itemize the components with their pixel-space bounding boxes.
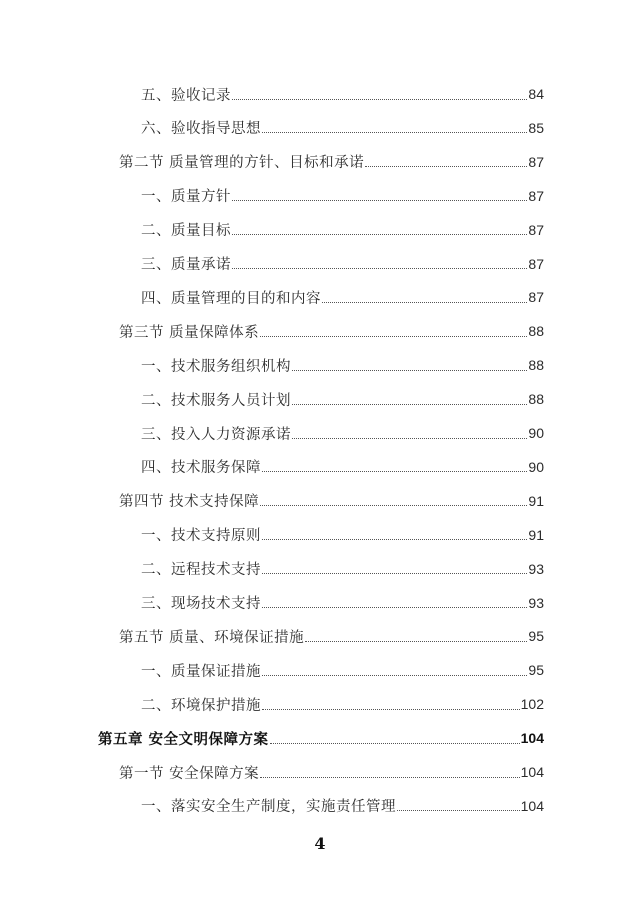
toc-entry-page: 90 bbox=[528, 458, 544, 475]
toc-entry[interactable] bbox=[0, 148, 640, 176]
toc-entry[interactable] bbox=[0, 589, 640, 617]
toc-entry[interactable] bbox=[0, 622, 640, 650]
toc-entry[interactable] bbox=[0, 283, 640, 311]
toc-entry-page: 95 bbox=[528, 628, 544, 645]
toc-entry-page: 88 bbox=[528, 323, 544, 340]
toc-entry-page: 85 bbox=[528, 119, 544, 136]
toc-entry[interactable] bbox=[0, 656, 640, 684]
dot-leader bbox=[322, 302, 527, 303]
toc-entry-page: 102 bbox=[520, 696, 544, 713]
toc-entry[interactable] bbox=[0, 758, 640, 786]
toc-entry-title: 四、技术服务保障 bbox=[141, 460, 261, 477]
toc-entry-title: 一、技术服务组织机构 bbox=[141, 358, 291, 375]
toc-entry-page: 91 bbox=[528, 526, 544, 543]
toc-entry-title: 二、远程技术支持 bbox=[141, 562, 261, 579]
toc-entry[interactable] bbox=[0, 487, 640, 515]
toc-entry-page: 87 bbox=[528, 255, 544, 272]
toc-entry-page: 93 bbox=[528, 560, 544, 577]
toc-entry-title: 第四节 技术支持保障 bbox=[119, 494, 260, 511]
page-number: 4 bbox=[314, 834, 326, 853]
toc-entry[interactable] bbox=[0, 419, 640, 447]
toc-entry-title: 二、技术服务人员计划 bbox=[141, 392, 291, 409]
dot-leader bbox=[232, 234, 527, 235]
toc-entry-page: 88 bbox=[528, 391, 544, 408]
toc-entry[interactable] bbox=[0, 80, 640, 108]
dot-leader bbox=[260, 336, 527, 337]
toc-entry[interactable] bbox=[0, 317, 640, 345]
dot-leader bbox=[292, 438, 527, 439]
toc-entry-page: 104 bbox=[520, 797, 544, 814]
toc-entry-title: 第三节 质量保障体系 bbox=[119, 324, 260, 341]
toc-entry[interactable] bbox=[0, 555, 640, 583]
toc-entry-title: 一、技术支持原则 bbox=[141, 528, 261, 545]
toc-entry[interactable] bbox=[0, 724, 640, 752]
dot-leader bbox=[262, 132, 527, 133]
dot-leader bbox=[262, 539, 527, 540]
dot-leader bbox=[262, 607, 527, 608]
toc-entry-title: 三、现场技术支持 bbox=[141, 596, 261, 612]
toc-entry-title: 三、质量承诺 bbox=[141, 257, 231, 273]
toc-entry-page: 104 bbox=[520, 730, 544, 747]
dot-leader bbox=[292, 370, 527, 371]
toc-entry[interactable] bbox=[0, 453, 640, 481]
toc-entry-title: 四、质量管理的目的和内容 bbox=[141, 290, 321, 307]
toc-entry-page: 87 bbox=[528, 153, 544, 170]
toc-entry-page: 84 bbox=[528, 86, 544, 102]
toc-entry-title: 二、质量目标 bbox=[141, 223, 231, 240]
dot-leader bbox=[262, 675, 527, 676]
toc-entry-page: 88 bbox=[528, 357, 544, 374]
toc-entry-title: 六、验收指导思想 bbox=[141, 121, 261, 138]
toc-entry-title: 一、落实安全生产制度，实施责任管理 bbox=[141, 799, 396, 816]
toc-entry-page: 93 bbox=[528, 594, 544, 611]
toc-entry-page: 87 bbox=[528, 221, 544, 238]
toc-entry-page: 91 bbox=[528, 492, 544, 509]
toc-entry-title: 第二节 质量管理的方针、目标和承诺 bbox=[119, 155, 365, 172]
dot-leader bbox=[292, 404, 527, 405]
toc-entry-page: 87 bbox=[528, 187, 544, 204]
toc-entry[interactable] bbox=[0, 385, 640, 413]
dot-leader bbox=[232, 200, 527, 201]
dot-leader bbox=[260, 505, 527, 506]
dot-leader bbox=[262, 471, 527, 472]
toc-entry-page: 87 bbox=[528, 289, 544, 306]
dot-leader bbox=[305, 641, 527, 642]
toc-entry[interactable] bbox=[0, 690, 640, 718]
toc-entry-page: 104 bbox=[520, 764, 544, 780]
toc-entry[interactable] bbox=[0, 216, 640, 244]
toc-entry-title: 五、验收记录 bbox=[141, 87, 231, 104]
toc-entry[interactable] bbox=[0, 792, 640, 820]
toc-entry-title: 第五章 安全文明保障方案 bbox=[98, 730, 269, 748]
toc-entry-page: 95 bbox=[528, 662, 544, 679]
dot-leader bbox=[397, 810, 520, 811]
dot-leader bbox=[365, 166, 527, 167]
dot-leader bbox=[262, 573, 527, 574]
dot-leader bbox=[232, 99, 527, 100]
toc-entry-title: 一、质量方针 bbox=[141, 189, 231, 206]
toc-entry[interactable] bbox=[0, 182, 640, 210]
dot-leader bbox=[232, 268, 527, 269]
toc-entry[interactable] bbox=[0, 114, 640, 142]
toc-entry-title: 三、投入人力资源承诺 bbox=[141, 426, 291, 443]
dot-leader bbox=[260, 777, 520, 778]
toc-entry-page: 90 bbox=[528, 425, 544, 441]
dot-leader bbox=[270, 743, 520, 744]
toc-entry-title: 第五节 质量、环境保证措施 bbox=[119, 629, 305, 646]
toc-entry-title: 一、质量保证措施 bbox=[141, 663, 261, 680]
toc-entry[interactable] bbox=[0, 521, 640, 549]
toc-entry[interactable] bbox=[0, 250, 640, 278]
dot-leader bbox=[262, 709, 520, 710]
toc-entry-title: 二、环境保护措施 bbox=[141, 697, 261, 714]
toc-entry[interactable] bbox=[0, 351, 640, 379]
toc-entry-title: 第一节 安全保障方案 bbox=[119, 765, 260, 782]
